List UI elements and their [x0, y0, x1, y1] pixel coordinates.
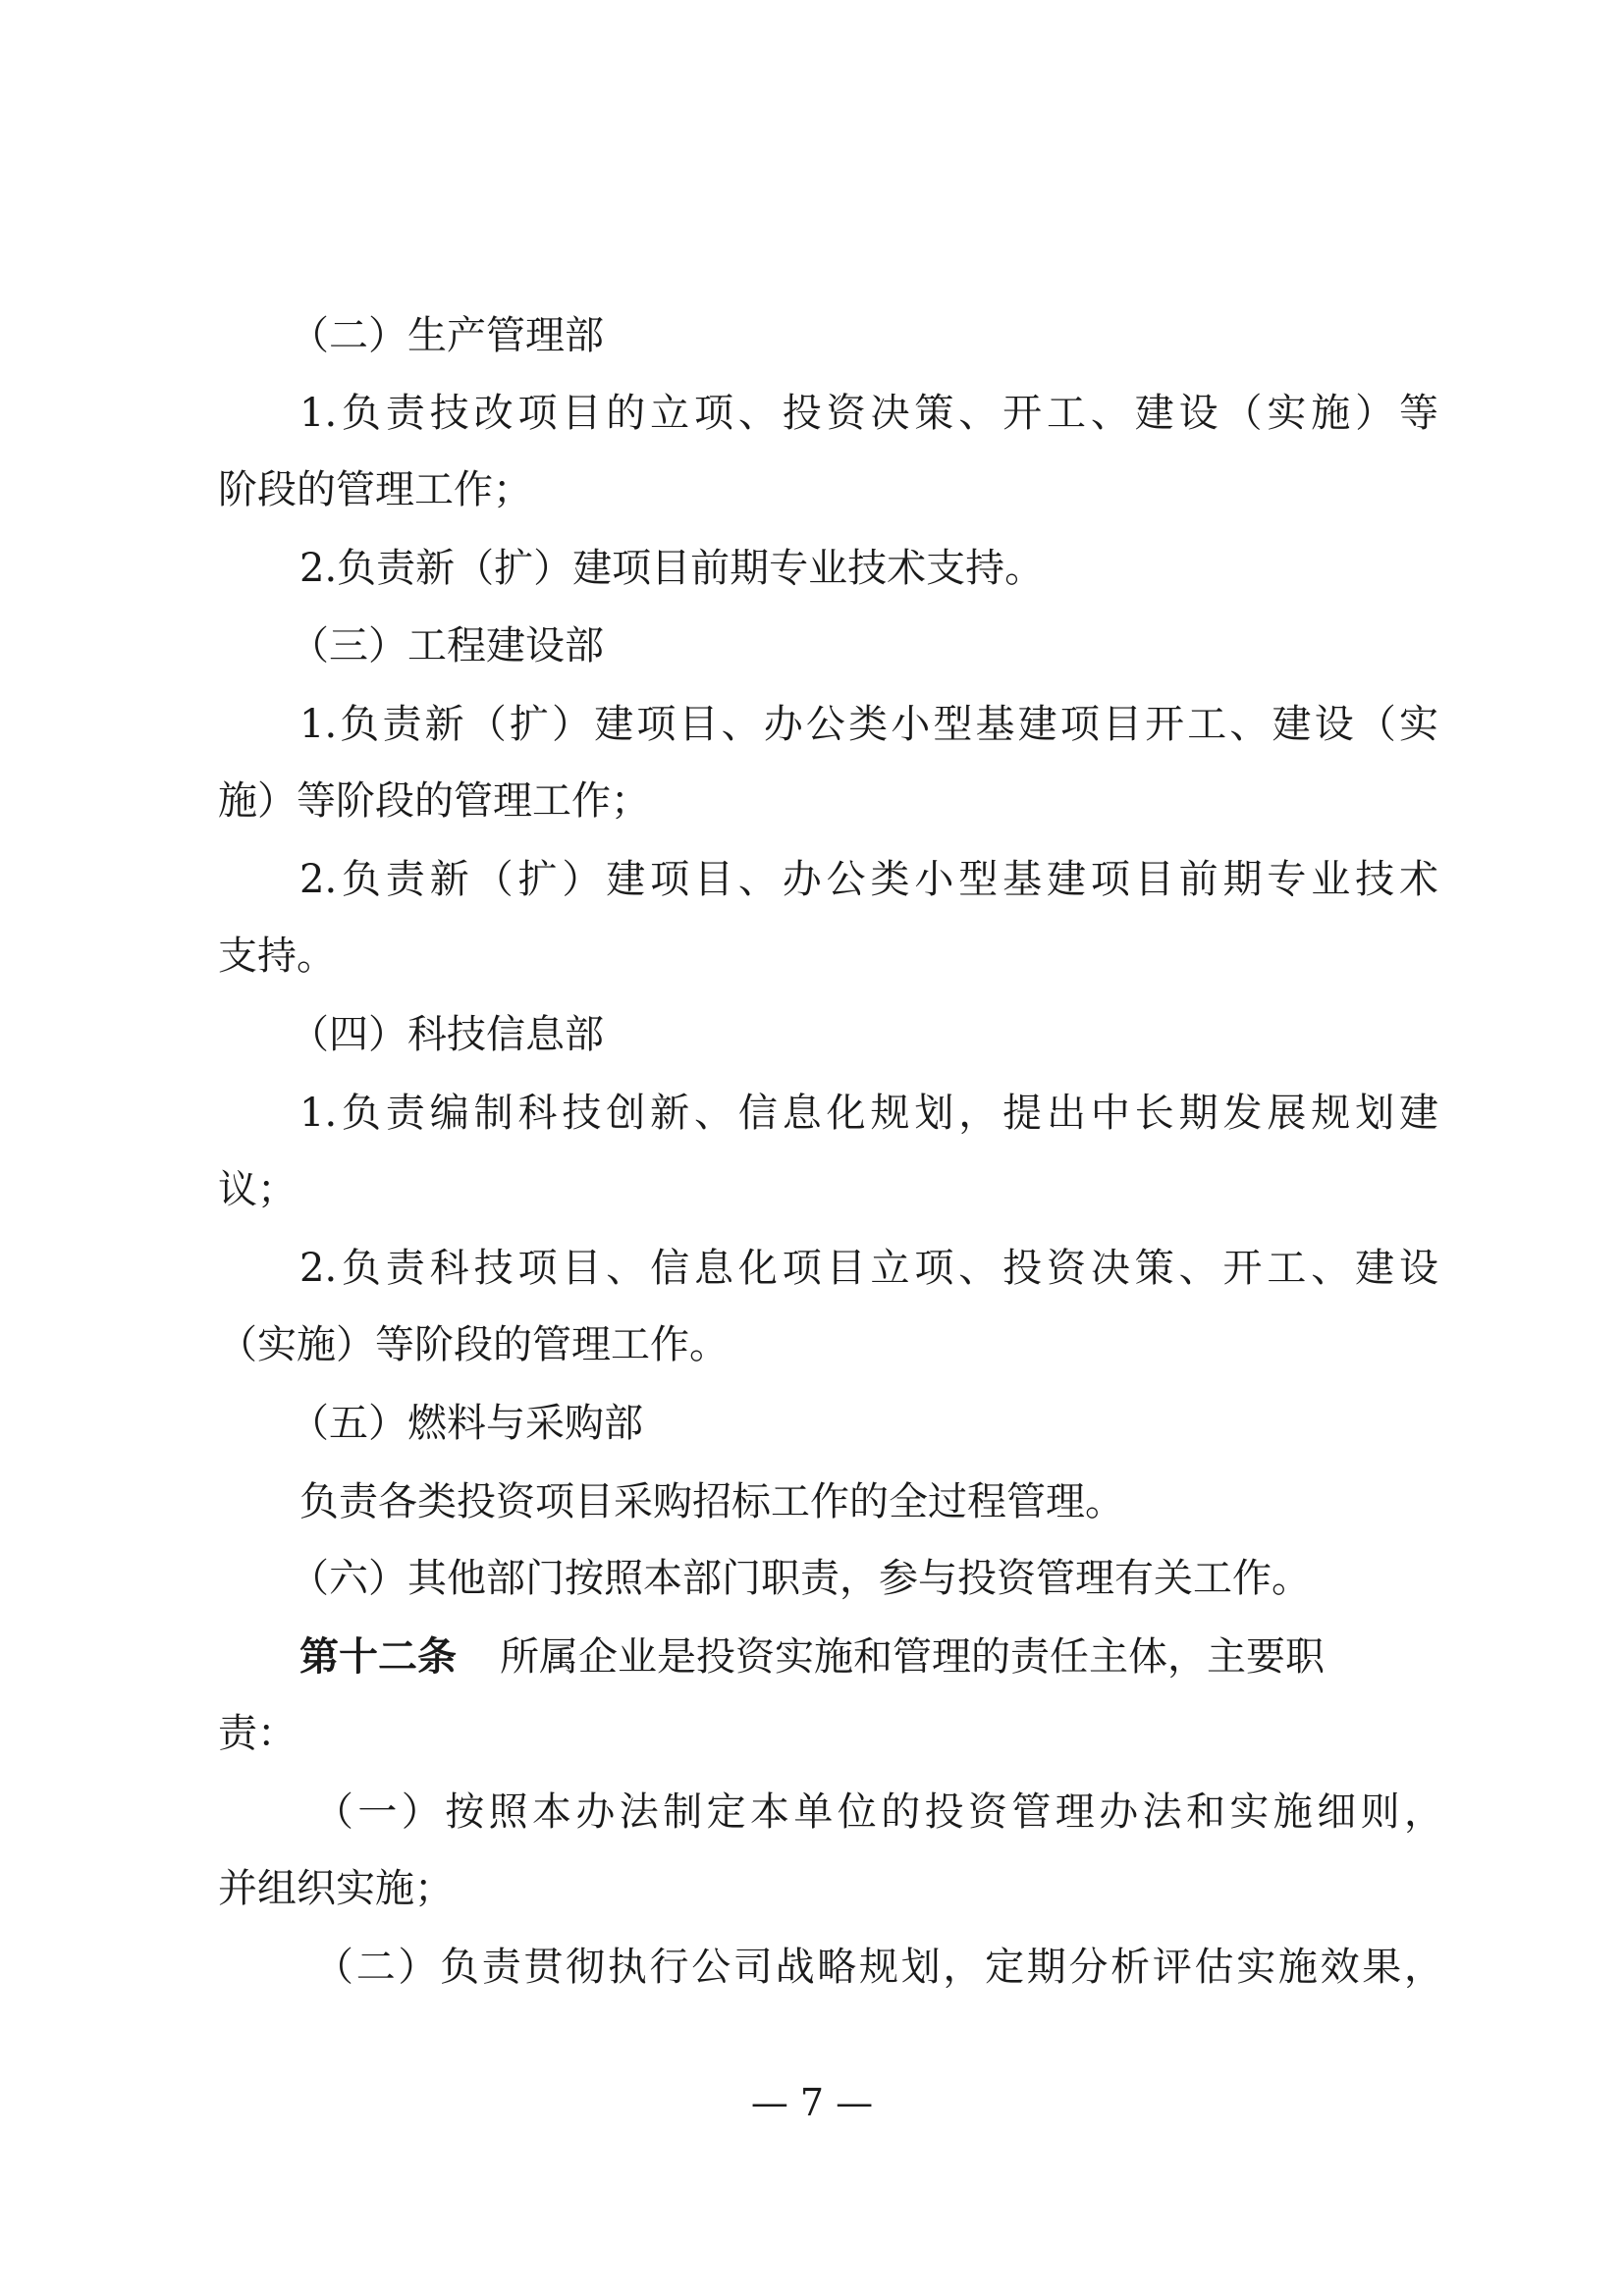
- paragraph-line: （二）负责贯彻执行公司战略规划，定期分析评估实施效果，: [314, 1945, 1443, 1990]
- paragraph-line: 施）等阶段的管理工作；: [218, 778, 650, 824]
- article-label: 第十二条: [299, 1634, 457, 1680]
- paragraph-line: 2.负责新（扩）建项目、办公类小型基建项目前期专业技术: [299, 857, 1438, 902]
- paragraph-line: 支持。: [218, 934, 336, 979]
- article-paragraph-line: [299, 1633, 1438, 1681]
- section-heading: （五）燃料与采购部: [290, 1401, 643, 1446]
- section-heading: （三）工程建设部: [290, 623, 604, 668]
- paragraph-line: 并组织实施；: [218, 1866, 454, 1911]
- paragraph-line: 责：: [218, 1711, 297, 1756]
- paragraph-line: 负责各类投资项目采购招标工作的全过程管理。: [299, 1479, 1124, 1524]
- paragraph-line: （六）其他部门按照本部门职责，参与投资管理有关工作。: [290, 1556, 1311, 1601]
- article-text: 所属企业是投资实施和管理的责任主体，主要职: [500, 1634, 1325, 1680]
- paragraph-line: 1.负责技改项目的立项、投资决策、开工、建设（实施）等: [299, 391, 1438, 436]
- paragraph-line: 2.负责新（扩）建项目前期专业技术支持。: [299, 546, 1045, 591]
- section-heading: （二）生产管理部: [290, 313, 604, 358]
- paragraph-line: 阶段的管理工作；: [218, 467, 532, 512]
- paragraph-line: 1.负责编制科技创新、信息化规划，提出中长期发展规划建: [299, 1091, 1438, 1136]
- page-number: — 7 —: [750, 2081, 874, 2124]
- paragraph-line: 2.负责科技项目、信息化项目立项、投资决策、开工、建设: [299, 1246, 1438, 1291]
- paragraph-line: 议；: [218, 1167, 297, 1212]
- section-heading: （四）科技信息部: [290, 1012, 604, 1057]
- paragraph-line: （一）按照本办法制定本单位的投资管理办法和实施细则，: [314, 1789, 1443, 1835]
- paragraph-line: （实施）等阶段的管理工作。: [218, 1322, 729, 1367]
- paragraph-line: 1.负责新（扩）建项目、办公类小型基建项目开工、建设（实: [299, 702, 1438, 747]
